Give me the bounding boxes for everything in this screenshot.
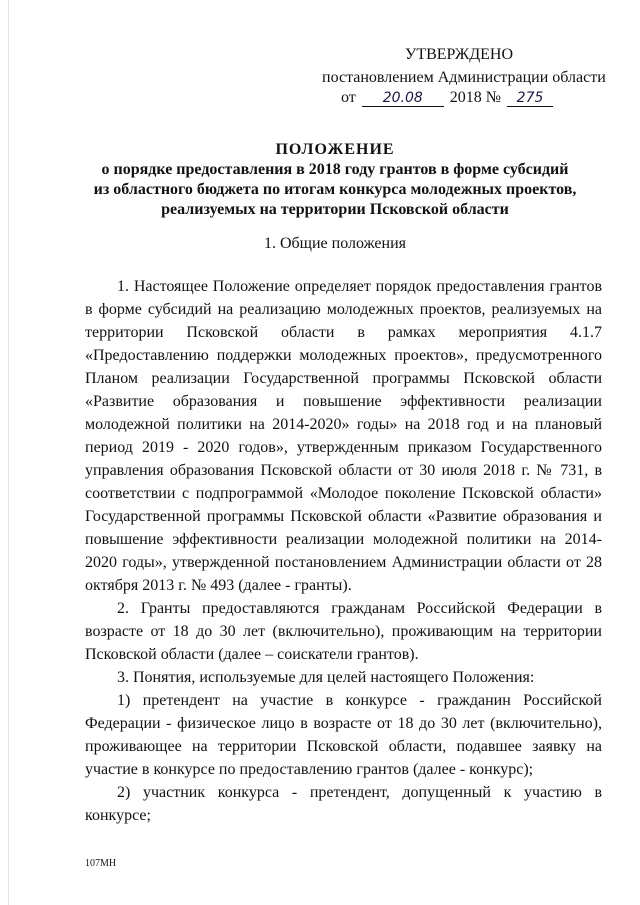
paragraph: 1. Настоящее Положение определяет порядок предоставления грантов в форме субсидий на реализацию молодежных проектов, реализуемых на территории Псковской области в рамках мероприятия 4.1.7 «Предоставлению поддержки молодежных проектов», предусмотренного Планом реализации Государственной программы Псковской области «Развитие образования и повышение эффективности реализации молодежной политики на 2014-2020» годы» на 2018 год и на плановый период 2019 - 2020 годов», утвержденным приказом Государственного управления образования Псковской области от 30 июля 2018 г. № 731, в соответствии с подпрограммой «Молодое поколение Псковской области» Государственной программы Псковской области «Развитие образования и повышение эффективности реализации молодежной политики на 2014-2020 годы», утвержденной постановлением Администрации области от 28 октября 2013 г. № 493 (далее - гранты). <box>85 278 602 594</box>
footer-code: 107МН <box>85 858 117 869</box>
handwritten-date: 20.08 <box>362 90 444 107</box>
document-title <box>60 140 610 220</box>
paragraph: 2) участник конкурса - претендент, допущенный к участию в конкурсе; <box>85 784 602 824</box>
title-main: ПОЛОЖЕНИЕ <box>275 141 395 158</box>
title-line-3: реализуемых на территории Псковской области <box>161 201 509 218</box>
paragraph: 3. Понятия, используемые для целей настоящего Положения: <box>117 669 535 686</box>
title-line-1: о порядке предоставления в 2018 году грантов в форме субсидий <box>101 161 569 178</box>
paragraph: 2. Гранты предоставляются гражданам Российской Федерации в возрасте от 18 до 30 лет (включительно), проживающим на территории Псковской области (далее – соискатели грантов). <box>85 600 602 663</box>
approved-by: постановлением Администрации области <box>322 69 606 86</box>
approved-label: УТВЕРЖДЕНО <box>405 46 514 63</box>
from-prefix: от <box>341 89 356 106</box>
approval-year: 2018 № <box>449 89 502 106</box>
approval-date-line <box>341 89 553 107</box>
document-body <box>85 275 602 827</box>
page-edge-shadow <box>8 0 9 905</box>
section-heading: 1. Общие положения <box>263 235 407 252</box>
handwritten-number: 275 <box>507 90 553 107</box>
paragraph: 1) претендент на участие в конкурсе - гражданин Российской Федерации - физическое лицо в возрасте от 18 до 30 лет (включительно), проживающее на территории Псковской области, подавшее заявку на участие в конкурсе по предоставлению грантов (далее - конкурс); <box>85 692 602 778</box>
title-line-2: из областного бюджета по итогам конкурса молодежных проектов, <box>93 181 577 198</box>
